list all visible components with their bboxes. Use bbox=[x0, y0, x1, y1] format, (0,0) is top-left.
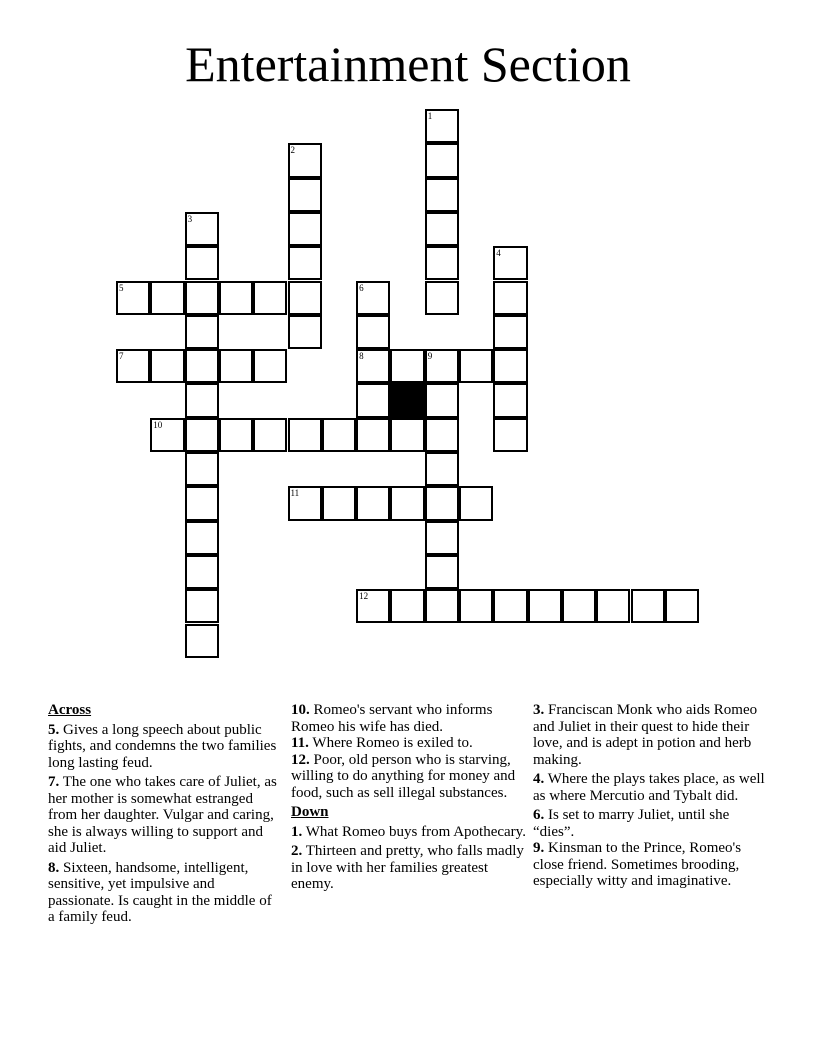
grid-cell[interactable] bbox=[356, 486, 390, 520]
clue-across-5 bbox=[48, 722, 280, 772]
grid-cell[interactable] bbox=[665, 589, 699, 623]
clue-number: 12. bbox=[291, 751, 310, 768]
grid-cell[interactable] bbox=[356, 418, 390, 452]
cell-number: 10 bbox=[153, 419, 163, 430]
grid-cell[interactable] bbox=[185, 624, 219, 658]
grid-cell[interactable] bbox=[253, 418, 287, 452]
grid-cell[interactable] bbox=[425, 452, 459, 486]
clue-across-12 bbox=[291, 752, 526, 802]
grid-cell[interactable] bbox=[425, 349, 459, 383]
clue-down-3 bbox=[533, 702, 773, 768]
grid-cell[interactable] bbox=[493, 315, 527, 349]
grid-cell[interactable] bbox=[390, 418, 424, 452]
grid-cell[interactable] bbox=[425, 281, 459, 315]
grid-cell[interactable] bbox=[288, 143, 322, 177]
grid-cell[interactable] bbox=[493, 589, 527, 623]
cell-number: 7 bbox=[119, 351, 124, 362]
grid-cell[interactable] bbox=[185, 418, 219, 452]
grid-cell[interactable] bbox=[185, 212, 219, 246]
grid-cell[interactable] bbox=[185, 521, 219, 555]
clue-text: Kinsman to the Prince, Romeo's close friend. Sometimes brooding, especially witty and imaginative. bbox=[533, 840, 742, 889]
grid-cell[interactable] bbox=[288, 418, 322, 452]
grid-cell[interactable] bbox=[356, 281, 390, 315]
clue-number: 6. bbox=[533, 807, 545, 823]
grid-cell[interactable] bbox=[425, 418, 459, 452]
clue-down-2 bbox=[291, 843, 526, 893]
clue-number: 9. bbox=[533, 840, 545, 856]
grid-cell[interactable] bbox=[425, 486, 459, 520]
clue-across-10 bbox=[291, 702, 526, 735]
grid-cell[interactable] bbox=[493, 418, 527, 452]
grid-cell[interactable] bbox=[185, 555, 219, 589]
grid-cell[interactable] bbox=[425, 178, 459, 212]
clue-number: 4. bbox=[533, 771, 545, 787]
grid-cell[interactable] bbox=[288, 178, 322, 212]
cell-number: 5 bbox=[119, 282, 124, 293]
clues-column-1 bbox=[48, 702, 280, 929]
grid-cell[interactable] bbox=[425, 383, 459, 417]
clue-text: Where Romeo is exiled to. bbox=[308, 735, 473, 751]
clue-text: Is set to marry Juliet, until she “dies”. bbox=[533, 807, 730, 840]
cell-number: 8 bbox=[359, 351, 364, 362]
clue-text: What Romeo buys from Apothecary. bbox=[302, 823, 526, 840]
clue-across-11 bbox=[291, 735, 526, 752]
clue-down-6 bbox=[533, 807, 773, 840]
clue-number: 2. bbox=[291, 843, 303, 859]
grid-cell[interactable] bbox=[185, 315, 219, 349]
grid-cell[interactable] bbox=[150, 281, 184, 315]
grid-cell[interactable] bbox=[356, 383, 390, 417]
clue-number: 5. bbox=[48, 721, 60, 738]
grid-cell[interactable] bbox=[493, 281, 527, 315]
clue-down-9 bbox=[533, 840, 773, 890]
clue-text: Gives a long speech about public fights, and condemns the two families long lasting feud. bbox=[48, 721, 277, 771]
grid-cell[interactable] bbox=[322, 418, 356, 452]
grid-cell[interactable] bbox=[253, 281, 287, 315]
black-cell bbox=[390, 383, 424, 417]
clue-number: 11. bbox=[291, 735, 309, 751]
clues-column-2 bbox=[291, 702, 526, 896]
grid-cell[interactable] bbox=[356, 349, 390, 383]
grid-cell[interactable] bbox=[150, 349, 184, 383]
grid-cell[interactable] bbox=[425, 589, 459, 623]
cell-number: 12 bbox=[359, 591, 369, 602]
grid-cell[interactable] bbox=[219, 349, 253, 383]
clue-text: Poor, old person who is starving, willing to do anything for money and food, such as sell illegal substances. bbox=[291, 751, 516, 801]
grid-cell[interactable] bbox=[390, 349, 424, 383]
grid-cell[interactable] bbox=[459, 589, 493, 623]
clue-across-8 bbox=[48, 860, 280, 926]
clue-text: Where the plays takes place, as well as where Mercutio and Tybalt did. bbox=[533, 771, 765, 804]
clue-text: The one who takes care of Juliet, as her mother is somewhat estranged from her daughter. Vulgar and caring, she is always willing to support and aid Juliet. bbox=[48, 774, 277, 856]
clue-down-1 bbox=[291, 824, 526, 841]
grid-cell[interactable] bbox=[459, 349, 493, 383]
grid-cell[interactable] bbox=[116, 349, 150, 383]
grid-cell[interactable] bbox=[493, 246, 527, 280]
cell-number: 4 bbox=[496, 248, 501, 259]
grid-cell[interactable] bbox=[185, 452, 219, 486]
grid-cell[interactable] bbox=[185, 281, 219, 315]
grid-cell[interactable] bbox=[390, 486, 424, 520]
cell-number: 11 bbox=[290, 488, 300, 499]
grid-cell[interactable] bbox=[322, 486, 356, 520]
grid-cell[interactable] bbox=[356, 589, 390, 623]
grid-cell[interactable] bbox=[562, 589, 596, 623]
grid-cell[interactable] bbox=[150, 418, 184, 452]
grid-cell[interactable] bbox=[253, 349, 287, 383]
clue-across-7 bbox=[48, 774, 280, 857]
grid-cell[interactable] bbox=[288, 486, 322, 520]
grid-cell[interactable] bbox=[425, 555, 459, 589]
clue-text: Franciscan Monk who aids Romeo and Juliet in their quest to hide their love, and is adept in potion and herb making. bbox=[533, 702, 758, 768]
grid-cell[interactable] bbox=[493, 349, 527, 383]
grid-cell[interactable] bbox=[185, 383, 219, 417]
grid-cell[interactable] bbox=[185, 349, 219, 383]
grid-cell[interactable] bbox=[425, 521, 459, 555]
cell-number: 6 bbox=[359, 282, 364, 293]
grid-cell[interactable] bbox=[459, 486, 493, 520]
cell-number: 2 bbox=[290, 145, 295, 156]
grid-cell[interactable] bbox=[219, 418, 253, 452]
cell-number: 1 bbox=[427, 111, 433, 121]
down-heading: Down bbox=[291, 804, 329, 820]
clue-number: 7. bbox=[48, 774, 60, 790]
grid-cell[interactable] bbox=[528, 589, 562, 623]
grid-cell[interactable] bbox=[288, 246, 322, 280]
grid-cell[interactable] bbox=[288, 315, 322, 349]
clues-column-3 bbox=[533, 702, 773, 893]
grid-cell[interactable] bbox=[116, 281, 150, 315]
page-title: Entertainment Section bbox=[185, 36, 631, 92]
clue-number: 1. bbox=[291, 823, 303, 840]
clue-text: Thirteen and pretty, who falls madly in love with her families greatest enemy. bbox=[291, 843, 524, 892]
grid-cell[interactable] bbox=[390, 589, 424, 623]
grid-cell[interactable] bbox=[493, 383, 527, 417]
cell-number: 3 bbox=[187, 213, 193, 224]
grid-cell[interactable] bbox=[631, 589, 665, 623]
grid-cell[interactable] bbox=[288, 212, 322, 246]
grid-cell[interactable] bbox=[596, 589, 630, 623]
clue-number: 8. bbox=[48, 859, 60, 876]
grid-cell[interactable] bbox=[425, 212, 459, 246]
clue-text: Sixteen, handsome, intelligent, sensitive, yet impulsive and passionate. Is caught in the middle of a family feud. bbox=[48, 859, 272, 925]
clue-text: Romeo's servant who informs Romeo his wife has died. bbox=[291, 702, 493, 735]
grid-cell[interactable] bbox=[219, 281, 253, 315]
clue-number: 3. bbox=[533, 702, 545, 718]
grid-cell[interactable] bbox=[185, 589, 219, 623]
grid-cell[interactable] bbox=[425, 246, 459, 280]
across-heading: Across bbox=[48, 702, 92, 718]
grid-cell[interactable] bbox=[288, 281, 322, 315]
grid-cell[interactable] bbox=[425, 143, 459, 177]
clue-number: 10. bbox=[291, 702, 310, 718]
grid-cell[interactable] bbox=[185, 246, 219, 280]
cell-number: 9 bbox=[427, 351, 433, 362]
grid-cell[interactable] bbox=[185, 486, 219, 520]
grid-cell[interactable] bbox=[425, 109, 459, 143]
clue-down-4 bbox=[533, 771, 773, 804]
grid-cell[interactable] bbox=[356, 315, 390, 349]
